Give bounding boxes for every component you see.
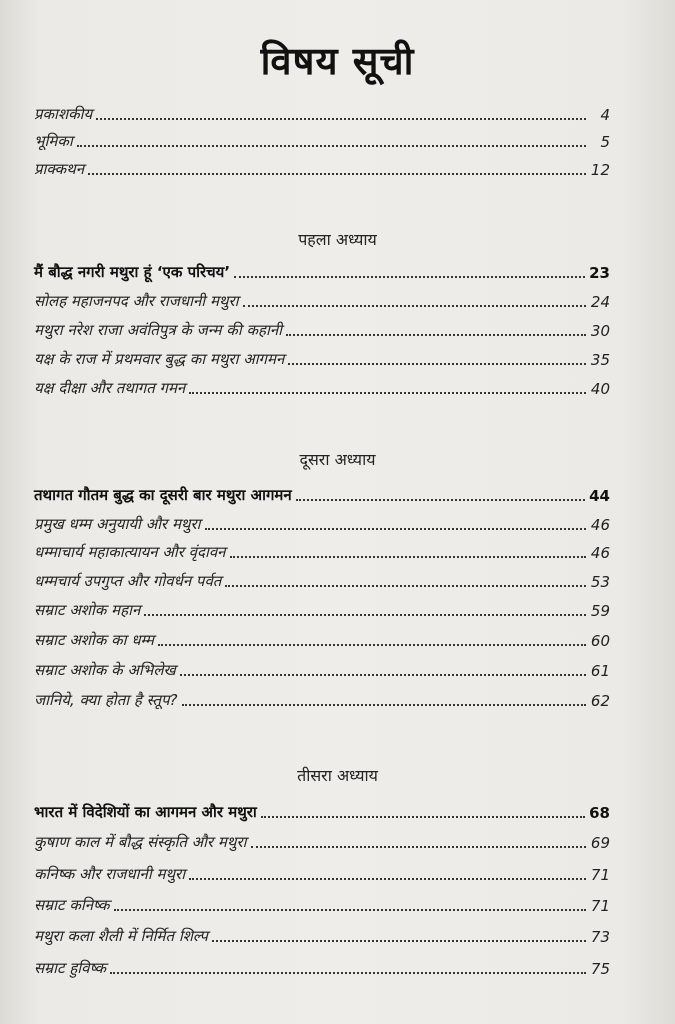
toc-entry (34, 954, 610, 978)
dot-leader (251, 846, 587, 848)
toc-page: 59 (590, 602, 610, 620)
toc-label: जानिये, क्या होता है स्तूप? (34, 691, 178, 709)
toc-entry (34, 567, 610, 591)
toc-page: 71 (590, 897, 610, 915)
toc-label: कुषाण काल में बौद्ध संस्कृति और मथुरा (34, 833, 247, 851)
toc-label: मैं बौद्ध नगरी मथुरा हूं ‘एक परिचय’ (34, 263, 231, 281)
dot-leader (114, 909, 586, 911)
toc-page: 61 (590, 662, 610, 680)
toc-label: मथुरा नरेश राजा अवंतिपुत्र के जन्म की कहानी (34, 321, 283, 339)
toc-entry (34, 860, 610, 884)
toc-label: प्रकाशकीय (34, 105, 93, 123)
dot-leader (230, 556, 586, 558)
toc-label: प्राक्कथन (34, 160, 85, 178)
toc-page: 5 (600, 133, 610, 151)
toc-label: सम्राट अशोक महान (34, 601, 141, 619)
toc-page: 73 (590, 928, 610, 946)
toc-entry-prakkathan (34, 155, 610, 179)
toc-label: भारत में विदेशियों का आगमन और मथुरा (34, 803, 257, 821)
toc-label: सम्राट हुविष्क (34, 959, 107, 977)
dot-leader (234, 276, 585, 278)
toc-label: धम्मचार्य उपगुप्त और गोवर्धन पर्वत (34, 572, 222, 590)
toc-entry (34, 922, 610, 946)
dot-leader (296, 499, 585, 501)
toc-entry (34, 626, 610, 650)
toc-label: कनिष्क और राजधानी मथुरा (34, 865, 186, 883)
dot-leader (212, 940, 586, 942)
toc-entry (34, 258, 610, 282)
toc-page: 69 (590, 834, 610, 852)
toc-entry (34, 891, 610, 915)
toc-label: सम्राट कनिष्क (34, 896, 110, 914)
toc-label: तथागत गौतम बुद्ध का दूसरी बार मथुरा आगमन (34, 486, 292, 504)
toc-label: धम्माचार्य महाकात्यायन और वृंदावन (34, 543, 226, 561)
toc-page: 46 (590, 516, 610, 534)
toc-page: 24 (590, 293, 610, 311)
chapter-heading-1: पहला अध्याय (298, 230, 377, 249)
dot-leader (158, 644, 586, 646)
dot-leader (261, 816, 585, 818)
dot-leader (180, 674, 586, 676)
toc-page: 46 (590, 544, 610, 562)
toc-entry (34, 538, 610, 562)
toc-entry (34, 656, 610, 680)
toc-page: 71 (590, 866, 610, 884)
toc-entry (34, 510, 610, 534)
toc-label: सोलह महाजनपद और राजधानी मथुरा (34, 292, 239, 310)
toc-page: 30 (590, 322, 610, 340)
toc-label: यक्ष दीक्षा और तथागत गमन (34, 379, 186, 397)
dot-leader (88, 173, 586, 175)
dot-leader (243, 305, 586, 307)
chapter-heading-3: तीसरा अध्याय (297, 766, 378, 785)
toc-entry (34, 828, 610, 852)
toc-entry (34, 596, 610, 620)
page-title: विषय सूची (260, 39, 415, 83)
dot-leader (205, 528, 586, 530)
toc-page: 12 (590, 161, 610, 179)
toc-entry (34, 374, 610, 398)
dot-leader (96, 118, 586, 120)
toc-entry (34, 686, 610, 710)
toc-page: 44 (589, 487, 610, 505)
dot-leader (182, 704, 587, 706)
toc-label: यक्ष के राज में प्रथमवार बुद्ध का मथुरा आगमन (34, 350, 285, 368)
toc-page: 23 (589, 264, 610, 282)
toc-label: सम्राट अशोक का धम्म (34, 631, 155, 649)
toc-page: 4 (600, 106, 610, 124)
toc-entry-prakashkiya (34, 100, 610, 124)
dot-leader (286, 334, 586, 336)
toc-page: 35 (590, 351, 610, 369)
toc-label: भूमिका (34, 132, 73, 150)
toc-page: 60 (590, 632, 610, 650)
dot-leader (144, 614, 586, 616)
toc-page: 68 (589, 804, 610, 822)
toc-label: सम्राट अशोक के अभिलेख (34, 661, 176, 679)
toc-page: 40 (590, 380, 610, 398)
toc-entry (34, 481, 610, 505)
dot-leader (189, 392, 586, 394)
toc-page: 75 (590, 960, 610, 978)
toc-label: प्रमुख धम्म अनुयायी और मथुरा (34, 515, 201, 533)
toc-page: 53 (590, 573, 610, 591)
dot-leader (110, 972, 586, 974)
toc-label: मथुरा कला शैली में निर्मित शिल्प (34, 927, 208, 945)
dot-leader (288, 363, 586, 365)
toc-entry (34, 798, 610, 822)
chapter-heading-2: दूसरा अध्याय (299, 450, 376, 469)
toc-entry (34, 345, 610, 369)
toc-entry (34, 316, 610, 340)
toc-entry (34, 287, 610, 311)
dot-leader (225, 585, 586, 587)
dot-leader (189, 878, 586, 880)
dot-leader (77, 145, 586, 147)
toc-entry-bhumika (34, 127, 610, 151)
toc-page: 62 (590, 692, 610, 710)
